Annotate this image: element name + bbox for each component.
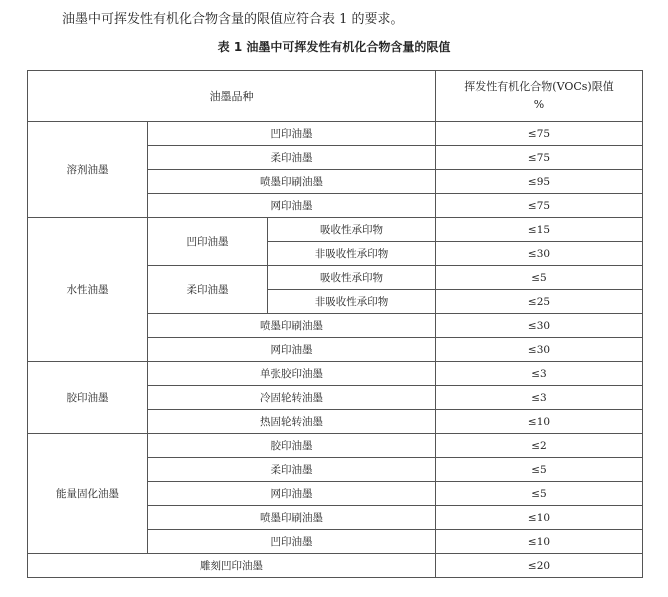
substrate-cell: 非吸收性承印物 [268,290,436,314]
ink-type-cell: 冷固轮转油墨 [148,386,436,410]
substrate-cell: 吸收性承印物 [268,266,436,290]
header-voc-limit-unit: % [533,98,545,111]
ink-type-cell: 喷墨印刷油墨 [148,506,436,530]
subgroup-gravure: 凹印油墨 [148,218,268,266]
table-row [28,122,643,146]
limit-cell: ≤75 [436,122,643,146]
table-row [28,362,643,386]
substrate-cell: 非吸收性承印物 [268,242,436,266]
limit-cell: ≤10 [436,410,643,434]
limit-cell: ≤75 [436,194,643,218]
ink-type-cell: 喷墨印刷油墨 [148,314,436,338]
ink-type-cell: 单张胶印油墨 [148,362,436,386]
header-voc-limit [436,71,643,122]
limit-cell: ≤2 [436,434,643,458]
limit-cell: ≤95 [436,170,643,194]
limit-cell: ≤25 [436,290,643,314]
group-offset-ink: 胶印油墨 [28,362,148,434]
limit-cell: ≤30 [436,314,643,338]
header-ink-type: 油墨品种 [28,71,436,122]
table-row [28,434,643,458]
group-solvent-ink: 溶剂油墨 [28,122,148,218]
limit-cell: ≤10 [436,506,643,530]
limit-cell: ≤5 [436,266,643,290]
header-voc-limit-label: 挥发性有机化合物(VOCs)限值 [464,80,614,93]
table-row [28,218,643,242]
limit-cell: ≤30 [436,338,643,362]
group-water-ink: 水性油墨 [28,218,148,362]
limit-cell: ≤5 [436,458,643,482]
ink-type-cell: 网印油墨 [148,482,436,506]
ink-type-cell: 热固轮转油墨 [148,410,436,434]
table-caption: 表 1 油墨中可挥发性有机化合物含量的限值 [217,40,451,54]
voc-limits-table [27,70,643,578]
limit-cell: ≤75 [436,146,643,170]
ink-type-cell: 胶印油墨 [148,434,436,458]
group-energy-curing-ink: 能量固化油墨 [28,434,148,554]
group-engraved-gravure-ink: 雕刻凹印油墨 [28,554,436,578]
ink-type-cell: 柔印油墨 [148,458,436,482]
limit-cell: ≤20 [436,554,643,578]
limit-cell: ≤15 [436,218,643,242]
limit-cell: ≤3 [436,386,643,410]
substrate-cell: 吸收性承印物 [268,218,436,242]
ink-type-cell: 柔印油墨 [148,146,436,170]
ink-type-cell: 凹印油墨 [148,122,436,146]
ink-type-cell: 凹印油墨 [148,530,436,554]
limit-cell: ≤5 [436,482,643,506]
limit-cell: ≤10 [436,530,643,554]
table-row [28,554,643,578]
ink-type-cell: 网印油墨 [148,338,436,362]
limit-cell: ≤30 [436,242,643,266]
limit-cell: ≤3 [436,362,643,386]
ink-type-cell: 喷墨印刷油墨 [148,170,436,194]
table-header-row [28,71,643,122]
subgroup-flexo: 柔印油墨 [148,266,268,314]
intro-text: 油墨中可挥发性有机化合物含量的限值应符合表 1 的要求。 [62,12,404,27]
ink-type-cell: 网印油墨 [148,194,436,218]
